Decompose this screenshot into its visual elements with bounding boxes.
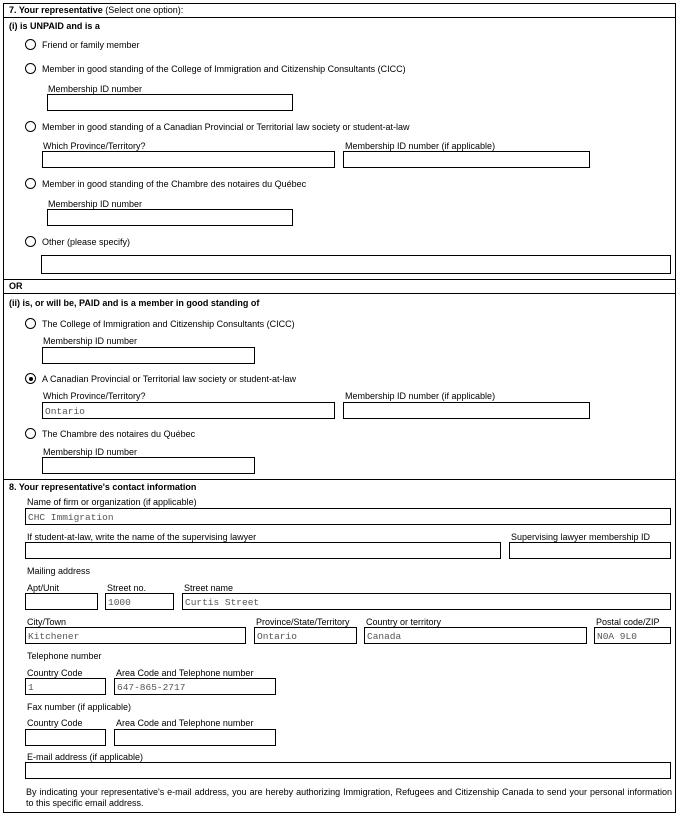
field-label: Postal code/ZIP bbox=[596, 617, 660, 627]
field-label: Membership ID number bbox=[48, 84, 143, 94]
option-label: Member in good standing of the College of Immigration and Citizenship Consultants (CICC) bbox=[42, 64, 406, 74]
field-label: Supervising lawyer membership ID bbox=[511, 532, 651, 542]
field-label: Country or territory bbox=[366, 617, 442, 627]
radio-unpaid-law-society[interactable] bbox=[25, 121, 36, 132]
field-label: Fax number (if applicable) bbox=[27, 702, 132, 712]
option-label: The Chambre des notaires du Québec bbox=[42, 429, 196, 439]
field-label: If student-at-law, write the name of the supervising lawyer bbox=[27, 532, 257, 542]
or-label: OR bbox=[9, 281, 23, 291]
province-state-input[interactable]: Ontario bbox=[254, 627, 357, 644]
street-no-input[interactable]: 1000 bbox=[105, 593, 174, 610]
option-label: Other (please specify) bbox=[42, 237, 131, 247]
radio-unpaid-notaires[interactable] bbox=[25, 178, 36, 189]
city-input[interactable]: Kitchener bbox=[25, 627, 246, 644]
paid-law-membership-input[interactable] bbox=[343, 402, 590, 419]
option-label: A Canadian Provincial or Territorial law society or student-at-law bbox=[42, 374, 296, 384]
field-label: Which Province/Territory? bbox=[43, 391, 146, 401]
option-label: Member in good standing of a Canadian Provincial or Territorial law society or student-at-law bbox=[42, 122, 410, 132]
radio-unpaid-friend[interactable] bbox=[25, 39, 36, 50]
divider bbox=[3, 279, 676, 280]
field-label: Street name bbox=[184, 583, 234, 593]
field-label: Membership ID number bbox=[48, 199, 143, 209]
radio-paid-cicc[interactable] bbox=[25, 318, 36, 329]
fax-country-code-input[interactable] bbox=[25, 729, 106, 746]
field-label: Area Code and Telephone number bbox=[116, 668, 254, 678]
divider bbox=[3, 17, 676, 18]
paid-law-province-input[interactable]: Ontario bbox=[42, 402, 335, 419]
field-label: Province/State/Territory bbox=[256, 617, 350, 627]
field-label: Membership ID number (if applicable) bbox=[345, 391, 496, 401]
paid-cicc-membership-input[interactable] bbox=[42, 347, 255, 364]
radio-unpaid-cicc[interactable] bbox=[25, 63, 36, 74]
postal-code-input[interactable]: N0A 9L0 bbox=[594, 627, 671, 644]
tel-number-input[interactable]: 647-865-2717 bbox=[114, 678, 276, 695]
option-label: The College of Immigration and Citizenship Consultants (CICC) bbox=[42, 319, 295, 329]
divider bbox=[3, 479, 676, 480]
field-label: City/Town bbox=[27, 617, 67, 627]
apt-unit-input[interactable] bbox=[25, 593, 98, 610]
paid-notaires-membership-input[interactable] bbox=[42, 457, 255, 474]
supervising-id-input[interactable] bbox=[509, 542, 671, 559]
option-label: Member in good standing of the Chambre des notaires du Québec bbox=[42, 179, 307, 189]
country-input[interactable]: Canada bbox=[364, 627, 587, 644]
field-label: Which Province/Territory? bbox=[43, 141, 146, 151]
radio-paid-law-society[interactable] bbox=[25, 373, 36, 384]
tel-country-code-input[interactable]: 1 bbox=[25, 678, 106, 695]
other-specify-input[interactable] bbox=[41, 255, 671, 274]
unpaid-cicc-membership-input[interactable] bbox=[47, 94, 293, 111]
paid-heading: (ii) is, or will be, PAID and is a member in good standing of bbox=[9, 298, 260, 308]
field-label: Apt/Unit bbox=[27, 583, 60, 593]
field-label: Membership ID number bbox=[43, 447, 138, 457]
field-label: Street no. bbox=[107, 583, 147, 593]
option-label: Friend or family member bbox=[42, 40, 140, 50]
divider bbox=[3, 293, 676, 294]
field-label: Mailing address bbox=[27, 566, 91, 576]
field-label: Telephone number bbox=[27, 651, 102, 661]
field-label: Country Code bbox=[27, 718, 83, 728]
section-8-heading: 8. Your representative's contact information bbox=[9, 482, 197, 492]
unpaid-heading: (i) is UNPAID and is a bbox=[9, 21, 100, 31]
unpaid-law-membership-input[interactable] bbox=[343, 151, 590, 168]
supervising-lawyer-input[interactable] bbox=[25, 542, 501, 559]
fax-number-input[interactable] bbox=[114, 729, 276, 746]
field-label: Country Code bbox=[27, 668, 83, 678]
email-input[interactable] bbox=[25, 762, 671, 779]
field-label: Membership ID number (if applicable) bbox=[345, 141, 496, 151]
field-label: Name of firm or organization (if applicable) bbox=[27, 497, 197, 507]
firm-input[interactable]: CHC Immigration bbox=[25, 508, 671, 525]
field-label: Membership ID number bbox=[43, 336, 138, 346]
unpaid-law-province-input[interactable] bbox=[42, 151, 335, 168]
unpaid-notaires-membership-input[interactable] bbox=[47, 209, 293, 226]
street-name-input[interactable]: Curtis Street bbox=[182, 593, 671, 610]
field-label: E-mail address (if applicable) bbox=[27, 752, 144, 762]
field-label: Area Code and Telephone number bbox=[116, 718, 254, 728]
radio-unpaid-other[interactable] bbox=[25, 236, 36, 247]
radio-paid-notaires[interactable] bbox=[25, 428, 36, 439]
authorization-note: By indicating your representative's e-mail address, you are hereby authorizing Immigration, Refugees and Citizenship Canada to send your personal information to this specific email address. bbox=[26, 787, 672, 808]
section-7-heading: 7. Your representative (Select one option): bbox=[9, 5, 184, 15]
